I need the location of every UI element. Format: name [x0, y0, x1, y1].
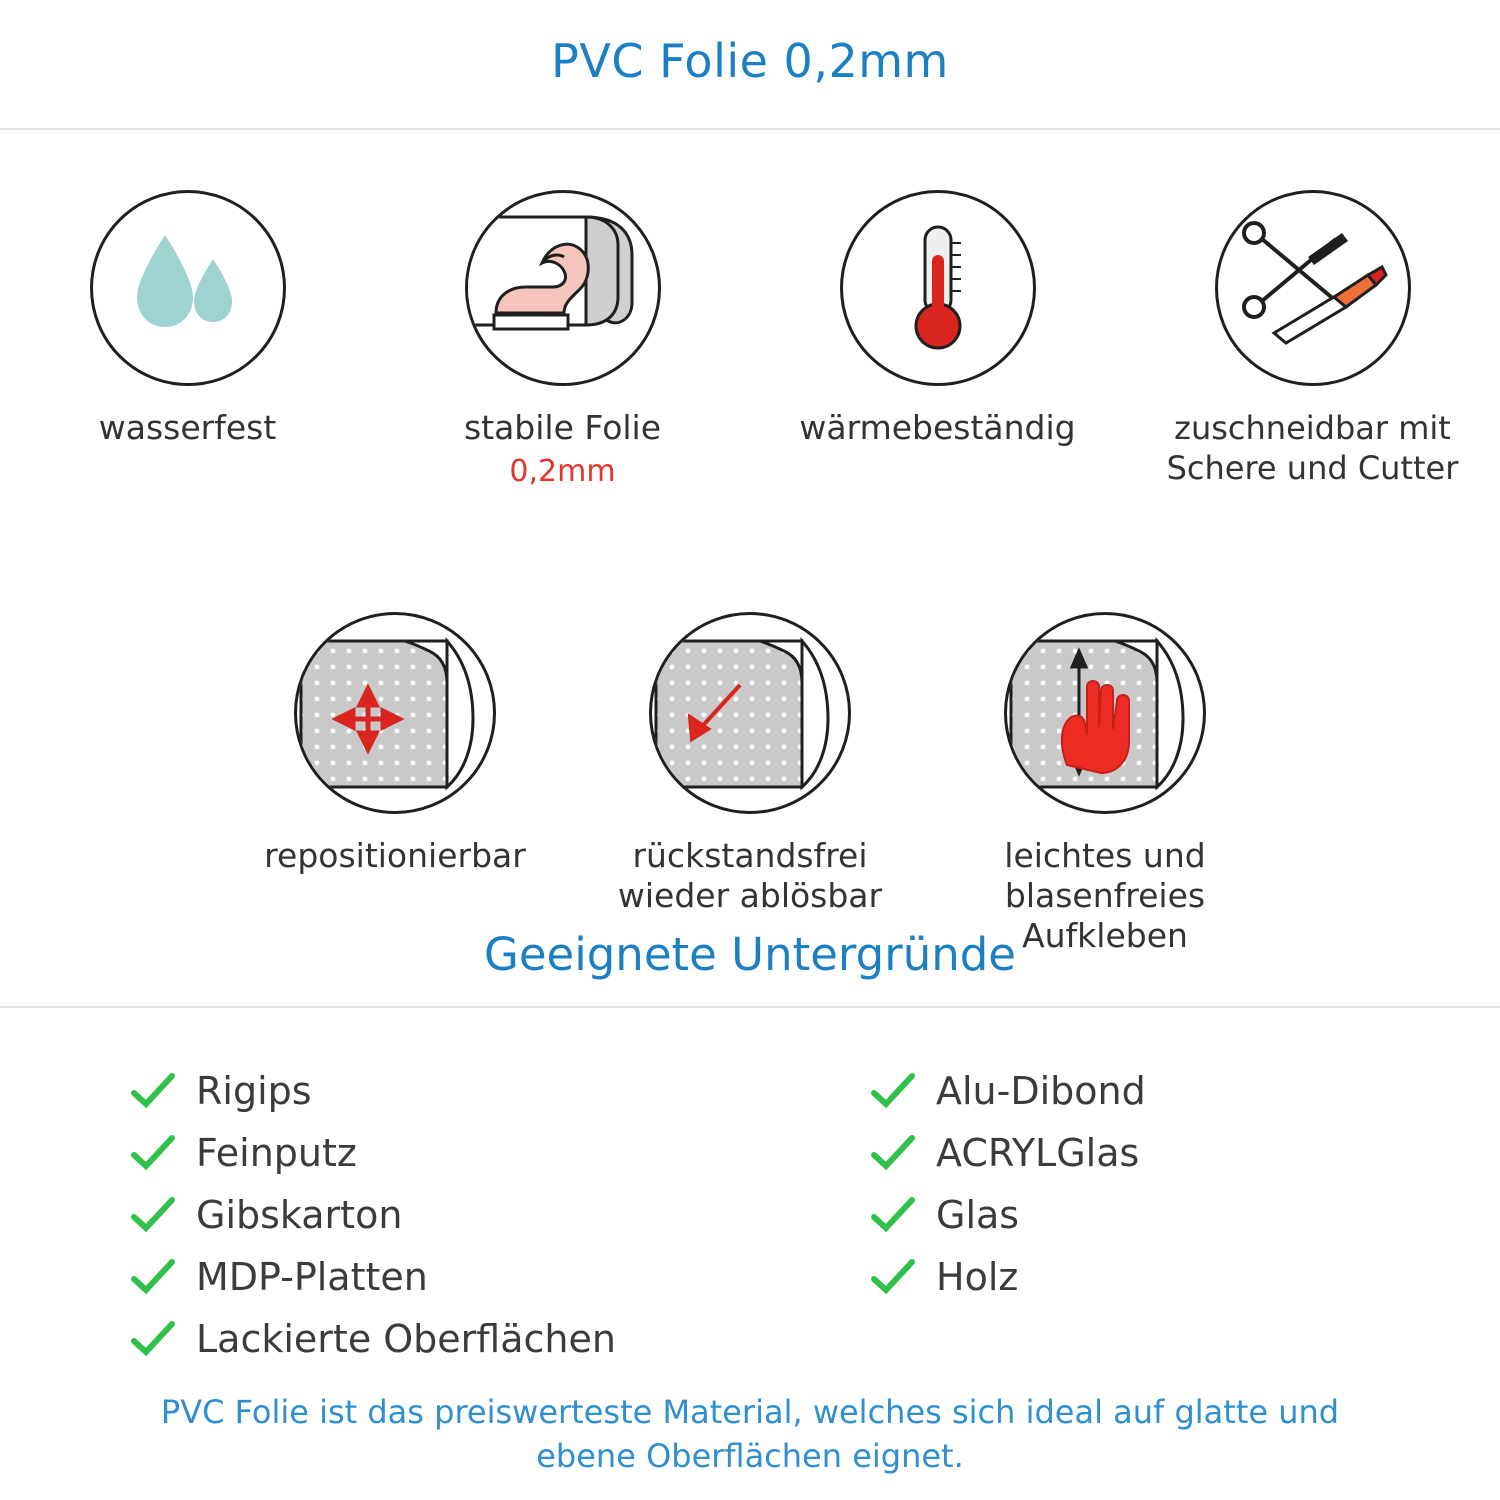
list-item-label: Alu-Dibond — [936, 1069, 1146, 1113]
page-title: PVC Folie 0,2mm — [551, 34, 949, 88]
feature-icon-circle — [90, 190, 286, 386]
list-item — [130, 1060, 740, 1122]
feature-zuschneidbar — [1125, 190, 1500, 492]
feature-icon-circle — [294, 612, 496, 814]
feature-caption — [573, 836, 928, 916]
substrate-column-left — [130, 1060, 740, 1370]
divider-top — [0, 128, 1500, 130]
check-mark-icon — [130, 1071, 176, 1111]
strong-arm-film-icon — [468, 193, 658, 383]
substrate-column-right — [740, 1060, 1480, 1370]
feature-section — [0, 190, 1500, 956]
feature-caption — [375, 408, 750, 492]
scissors-cutter-icon — [1218, 193, 1408, 383]
feature-label: stabile Folie — [463, 408, 662, 447]
feature-label: wasserfest — [98, 408, 277, 447]
feature-label: leichtes und blasenfreies Aufkleben — [1004, 836, 1206, 955]
feature-icon-circle — [465, 190, 661, 386]
feature-icon-circle — [1004, 612, 1206, 814]
list-item — [130, 1184, 740, 1246]
feature-caption — [1125, 408, 1500, 488]
check-mark-icon — [130, 1319, 176, 1359]
list-item-label: ACRYLGlas — [936, 1131, 1140, 1175]
water-drops-icon — [93, 193, 283, 383]
check-mark-icon — [870, 1195, 916, 1235]
list-item — [870, 1060, 1480, 1122]
footer-note: PVC Folie ist das preiswerteste Material, welches sich ideal auf glatte und ebene Oberflächen eignet. — [160, 1393, 1340, 1475]
feature-repositionierbar — [218, 612, 573, 956]
feature-label: rückstandsfrei wieder ablösbar — [617, 836, 883, 915]
feature-caption — [218, 836, 573, 876]
list-item — [870, 1184, 1480, 1246]
substrates-heading: Geeignete Untergründe — [483, 928, 1016, 981]
feature-label: zuschneidbar mit Schere und Cutter — [1166, 409, 1459, 487]
list-item-label: Holz — [936, 1255, 1019, 1299]
list-item — [870, 1122, 1480, 1184]
reposition-arrows-icon — [297, 615, 493, 811]
feature-label: repositionierbar — [264, 836, 526, 875]
list-item-label: Gibskarton — [196, 1193, 403, 1237]
check-mark-icon — [130, 1195, 176, 1235]
feature-row-2 — [0, 612, 1500, 956]
feature-icon-circle — [840, 190, 1036, 386]
feature-wasserfest — [0, 190, 375, 492]
feature-row-1 — [0, 190, 1500, 492]
feature-caption — [0, 408, 375, 448]
feature-icon-circle — [1215, 190, 1411, 386]
list-item-label: Rigips — [196, 1069, 312, 1113]
feature-rueckstandsfrei — [573, 612, 928, 956]
feature-stabile-folie — [375, 190, 750, 492]
check-mark-icon — [870, 1071, 916, 1111]
feature-sublabel: 0,2mm — [509, 454, 616, 489]
list-item-label: MDP-Platten — [196, 1255, 428, 1299]
check-mark-icon — [130, 1257, 176, 1297]
feature-aufkleben — [928, 612, 1283, 956]
list-item-label: Lackierte Oberflächen — [196, 1317, 616, 1361]
list-item — [130, 1308, 740, 1370]
feature-caption — [750, 408, 1125, 448]
feature-label: wärmebeständig — [799, 408, 1076, 447]
list-item-label: Glas — [936, 1193, 1020, 1237]
list-item-label: Feinputz — [196, 1131, 357, 1175]
peel-off-arrow-icon — [652, 615, 848, 811]
thermometer-icon — [843, 193, 1033, 383]
list-item — [130, 1246, 740, 1308]
feature-icon-circle — [649, 612, 851, 814]
substrate-lists — [0, 1060, 1500, 1370]
check-mark-icon — [870, 1257, 916, 1297]
check-mark-icon — [130, 1133, 176, 1173]
feature-waermebestaendig — [750, 190, 1125, 492]
divider-mid — [0, 1006, 1500, 1008]
hand-smoothing-icon — [1007, 615, 1203, 811]
check-mark-icon — [870, 1133, 916, 1173]
list-item — [870, 1246, 1480, 1308]
list-item — [130, 1122, 740, 1184]
